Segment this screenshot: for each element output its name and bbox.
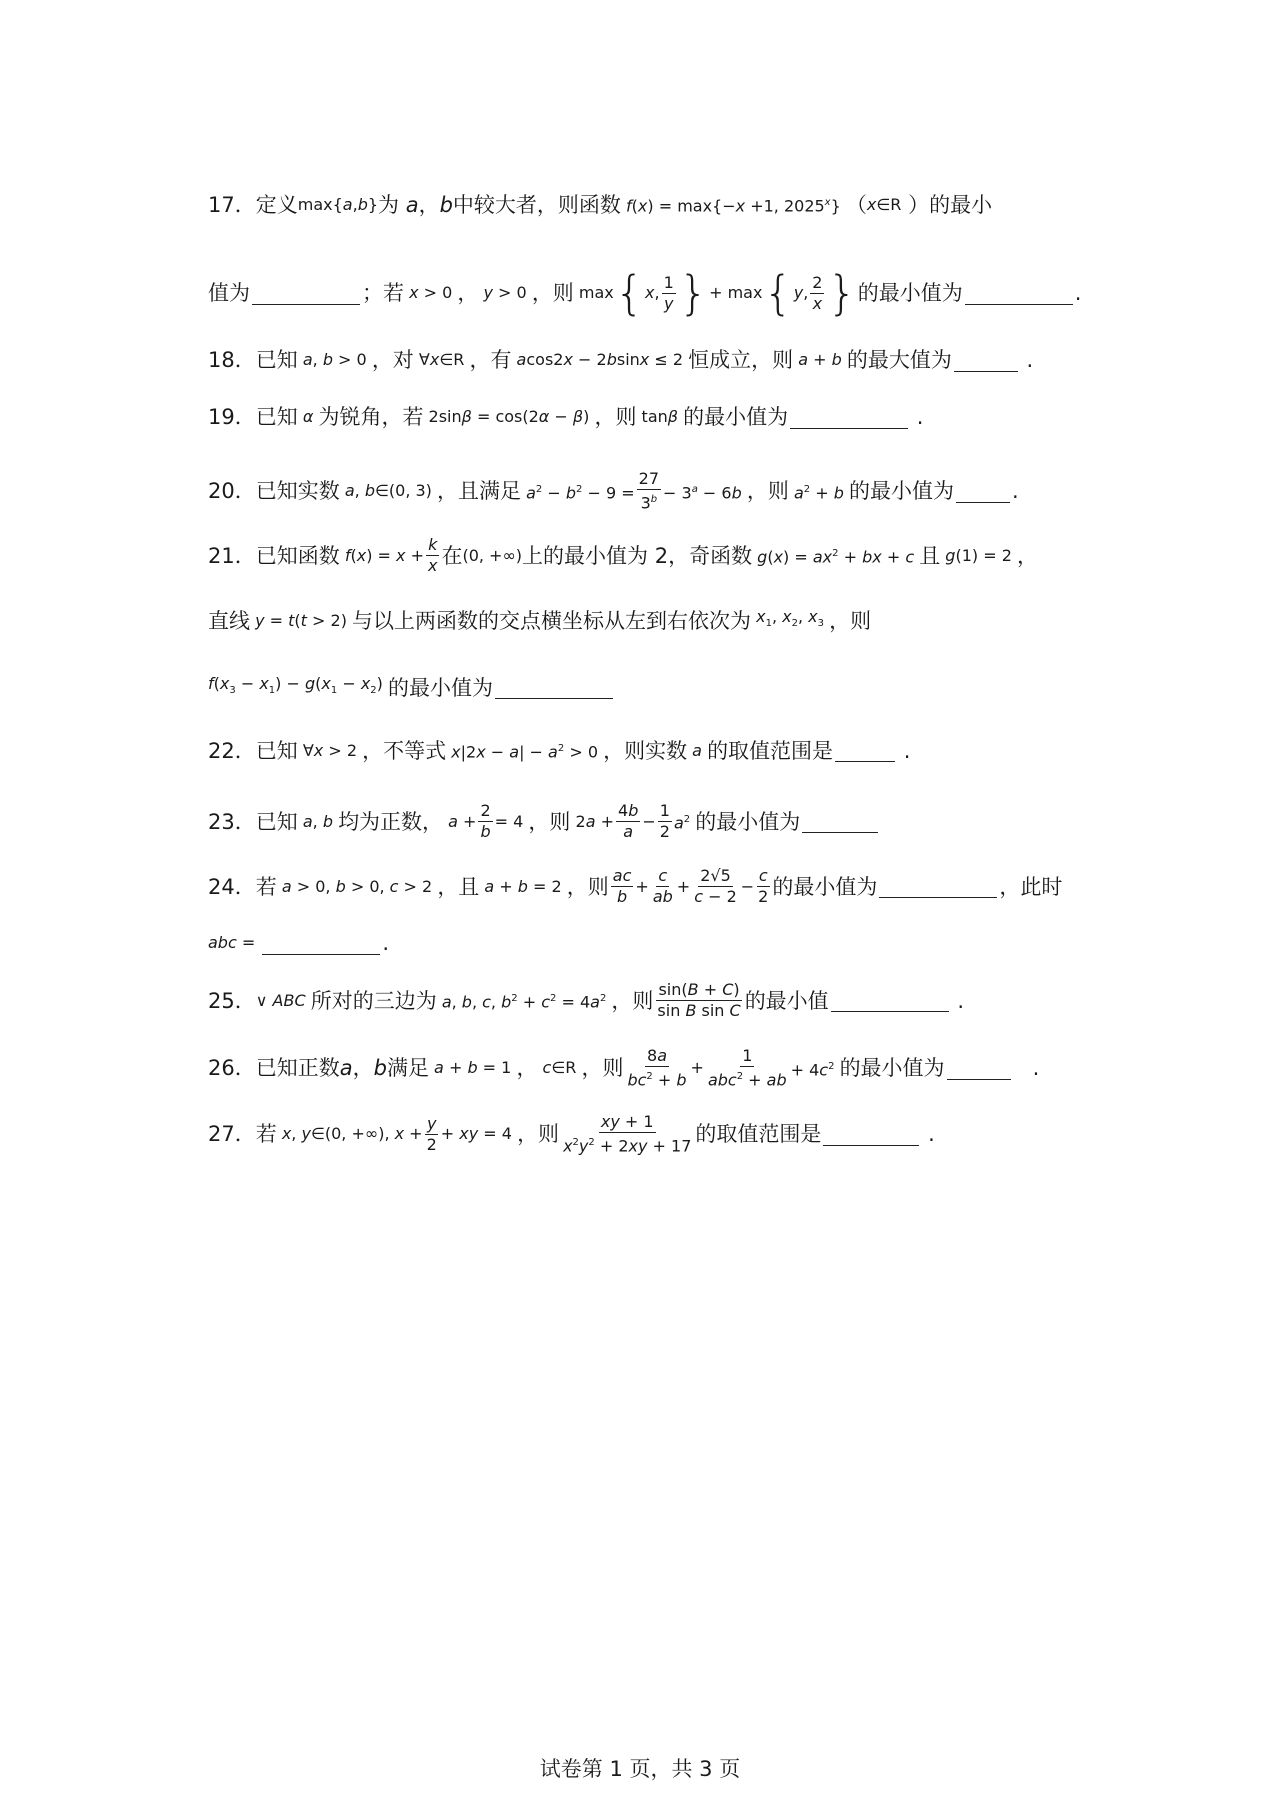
question-18: 18．已知 a, b > 0 ，对 ∀x∈R ，有 acos2x − 2bsinx ≤ 2 恒成立，则 a + b 的最大值为 . [208, 348, 1034, 372]
question-26: 26．已知正数 a ， b 满足 a + b = 1 ， c∈R ，则 $\frac{8a}{bc^2 + b}$ + $\frac{1}{abc^2 + ab}$ + $4c^2$ 的最小值为 . [208, 1046, 1040, 1090]
answer-blank[interactable] [252, 282, 360, 305]
question-19: 19．已知 α 为锐角，若 2sinβ = cos(2α − β) ，则 tanβ 的最小值为 . [208, 405, 924, 429]
question-21-cont2: $f(x_3 - x_1) - g(x_1 - x_2)$ 的最小值为 [208, 669, 1088, 706]
question-25: 25． ∨ ABC 所对的三边为 a, b, c, $b^2 + c^2 = 4a^2$ ，则 $\frac{\sin(B + C)}{\text{sin B sin C}}$ 的最小值 . [208, 980, 965, 1020]
answer-blank[interactable] [823, 1123, 919, 1146]
question-21: 21．已知函数 f(x) = x + $\frac{k}{x}$ 在 (0, +∞) 上的最小值为 2，奇函数 $g(x) = ax^2$ + bx + c 且 g(1) = 2 ， [208, 535, 1038, 575]
question-27: 27．若 x, y∈(0, +∞), x + $\frac{y}{2}$ + xy = 4 ，则 $\frac{xy + 1}{x^2y^2 + 2xy + 17}$ 的取值范围是 . [208, 1112, 935, 1156]
question-24-cont: abc = . [208, 931, 390, 955]
question-17: 17．定义 max{a,b} 为 a ， b 中较大者，则函数 f(x) = max{−x +1, 2025$^x$} （ x∈R ）的最小 [208, 192, 993, 217]
question-21-cont: 直线 y = t(t > 2) 与以上两函数的交点横坐标从左到右依次为 $x_1$, $x_2$, $x_3$ ，则 [208, 607, 872, 633]
question-17-cont: 值为 ；若 x > 0 ， y > 0 ，则 max { x, $\frac{1}{y}$ } + max { y, $\frac{2}{x}$ } 的最小值为 . [208, 266, 1082, 320]
answer-blank[interactable] [947, 1057, 1011, 1080]
answer-blank[interactable] [790, 406, 908, 429]
answer-blank[interactable] [835, 739, 895, 762]
page-footer: 试卷第 1 页，共 3 页 [539, 1757, 741, 1781]
question-20: 20．已知实数 a, b∈(0, 3) ，且满足 $a^2 - b^2 - 9$ = $\frac{27}{3^b}$ − $3^a - 6b$ ，则 $a^2 + b$ 的最小值为 . [208, 469, 1019, 513]
answer-blank[interactable] [802, 810, 878, 833]
answer-blank[interactable] [495, 676, 613, 699]
answer-blank[interactable] [956, 480, 1010, 503]
answer-blank[interactable] [965, 282, 1073, 305]
answer-blank[interactable] [831, 989, 949, 1012]
answer-blank[interactable] [262, 932, 380, 955]
question-22: 22．已知 ∀x > 2 ，不等式 $x|2x - a| - a^2 > 0$ ，则实数 a 的取值范围是 . [208, 738, 911, 763]
question-24: 24．若 a > 0, b > 0, c > 2 ，且 a + b = 2 ，则 $\frac{ac}{b}$ + $\frac{c}{ab}$ + $\frac{2√5}{c - 2}$ − $\frac{c}{2}$ 的最小值为 ，此时 [208, 866, 1063, 906]
answer-blank[interactable] [879, 875, 997, 898]
question-23: 23．已知 a, b 均为正数， a + $\frac{2}{b}$ = 4 ，则 2a + $\frac{4b}{a}$ − $\frac{1}{2}$ $a^2$ 的最小值为 [208, 801, 1088, 842]
answer-blank[interactable] [954, 349, 1018, 372]
